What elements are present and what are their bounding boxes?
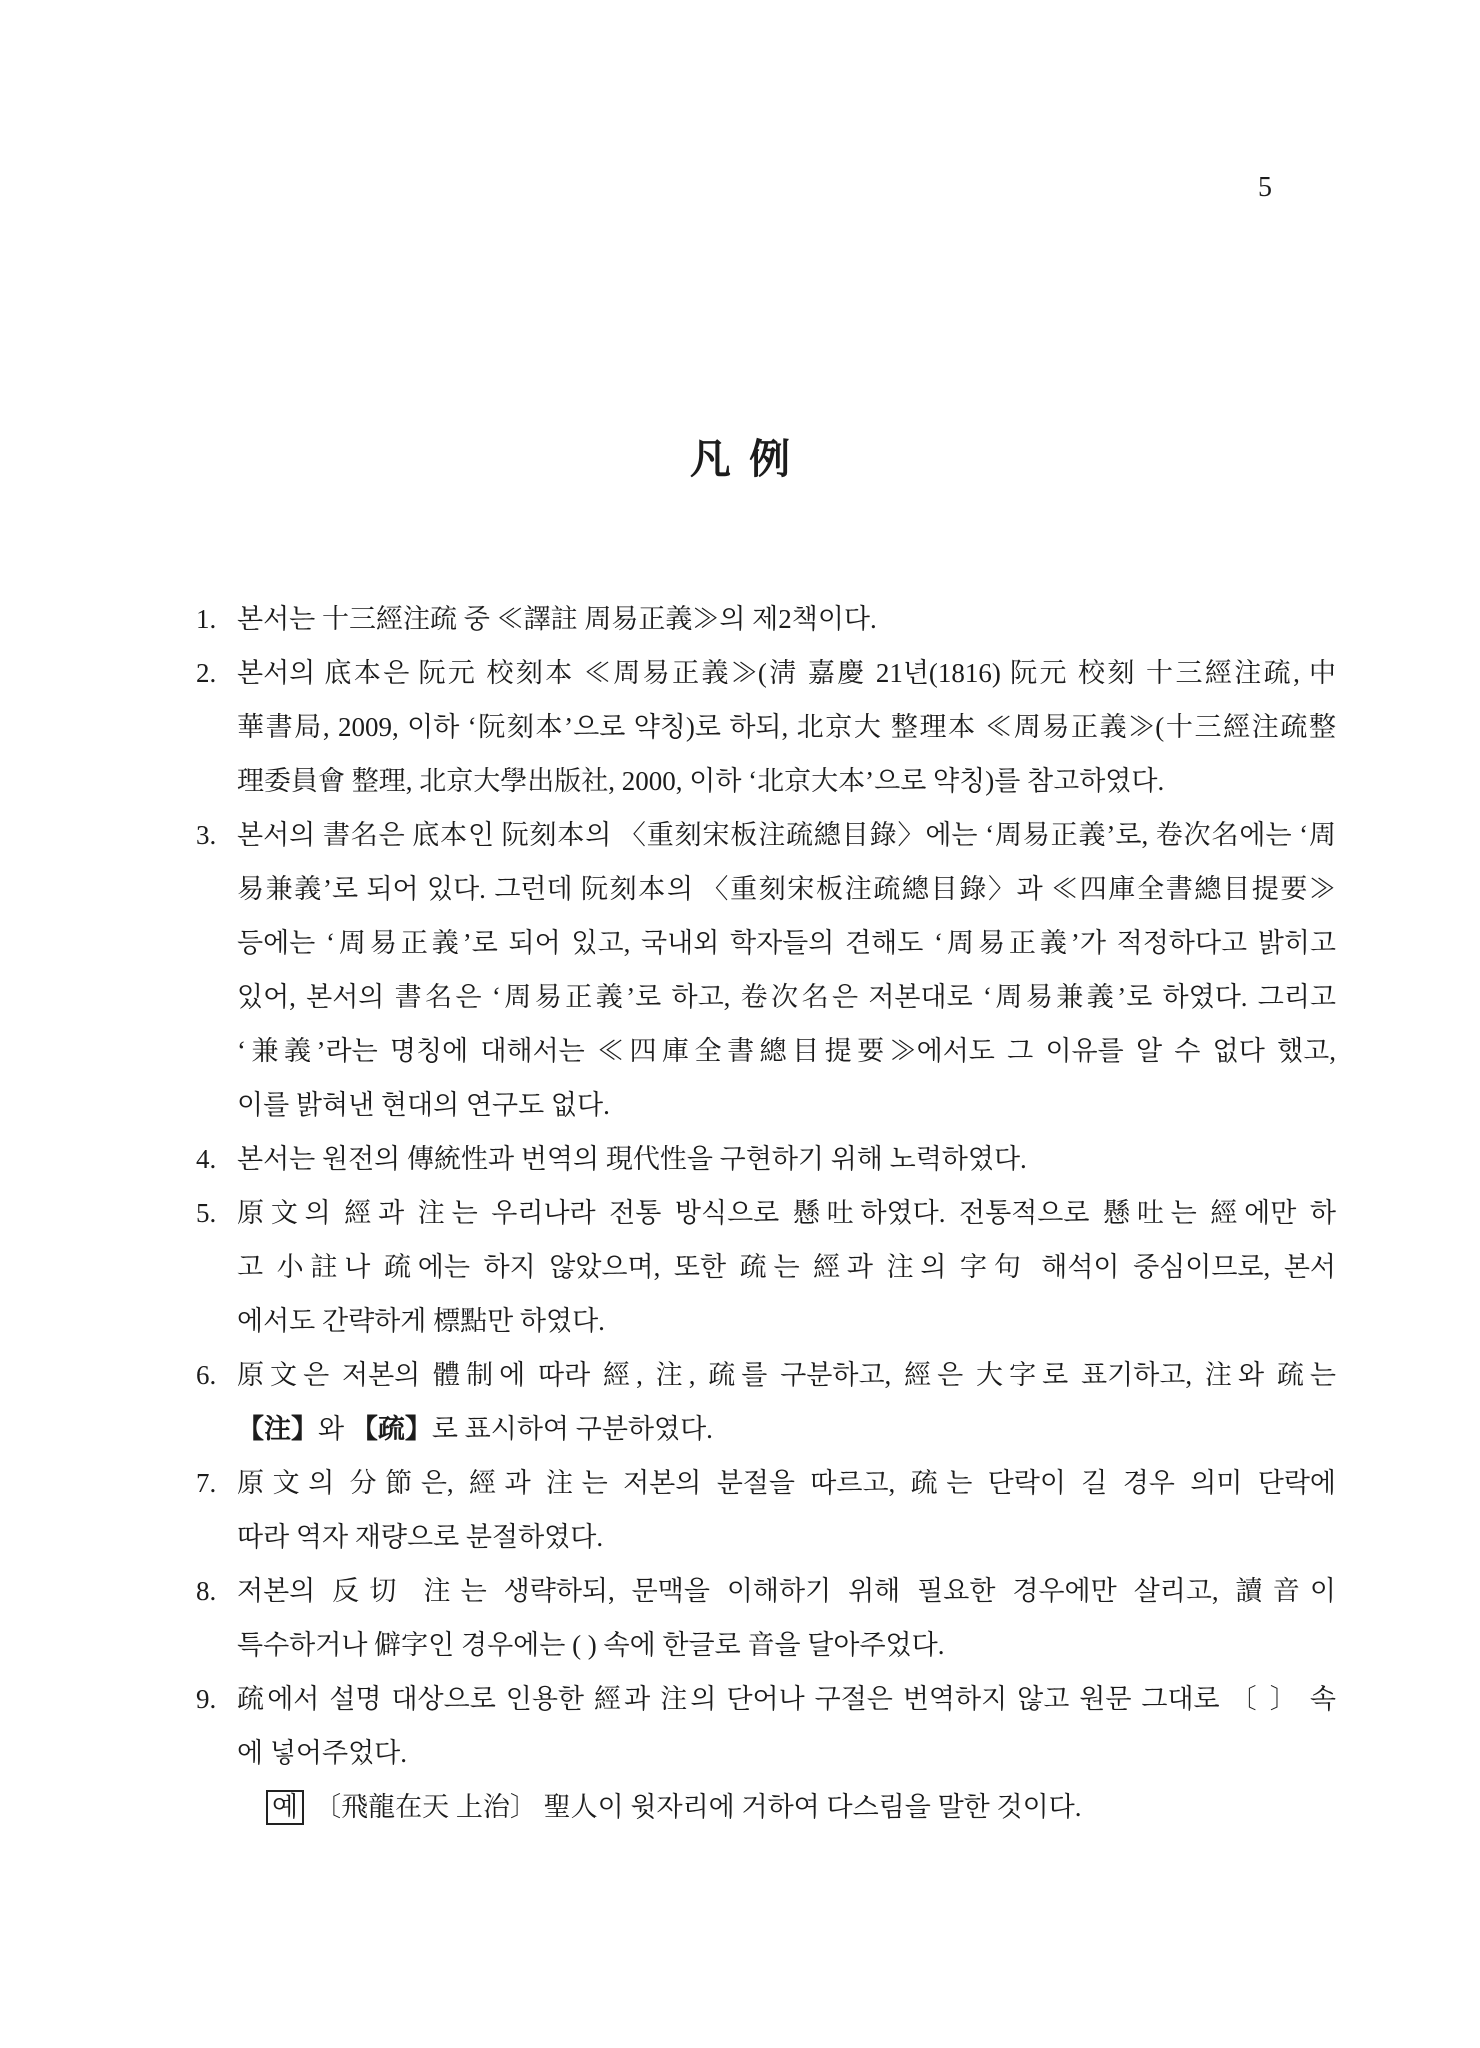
text-line: 原文은 저본의 體制에 따라 經, 注, 疏를 구분하고, 經은 大字로 표기하고, 注와 疏는 [237,1360,1336,1390]
note-marker: 【注】 [237,1414,318,1444]
list-item-6 [196,1348,1336,1456]
item-number: 4. [196,1144,217,1174]
list-item-5 [196,1186,1336,1348]
list-item-7 [196,1456,1336,1564]
item-number: 9. [196,1684,217,1714]
text-segment: 로 표시하여 구분하였다. [431,1414,713,1444]
text-line: 등에는 ‘周易正義’로 되어 있고, 국내외 학자들의 견해도 ‘周易正義’가 적정하다고 밝히고 [237,928,1336,958]
text-line: 疏에서 설명 대상으로 인용한 經과 注의 단어나 구절은 번역하지 않고 원문 그대로 〔 〕 속 [237,1684,1336,1714]
text-segment: 와 [318,1414,351,1444]
item-number: 3. [196,820,217,850]
page-title: 凡 例 [689,436,791,482]
item-number: 7. [196,1468,217,1498]
so-marker: 【疏】 [350,1414,432,1444]
text-line: 고 小註나 疏에는 하지 않았으며, 또한 疏는 經과 注의 字句 해석이 중심이므로, 본서 [237,1252,1336,1282]
text-line: 있어, 본서의 書名은 ‘周易正義’로 하고, 卷次名은 저본대로 ‘周易兼義’로 하였다. 그리고 [237,982,1336,1012]
text-line: 易兼義’로 되어 있다. 그런데 阮刻本의 〈重刻宋板注疏總目錄〉과 ≪四庫全書總目提要≫ [237,874,1336,904]
list-item-1 [196,592,1336,646]
text-line: 특수하거나 僻字인 경우에는 ( ) 속에 한글로 音을 달아주었다. [237,1630,945,1660]
item-number: 6. [196,1360,217,1390]
text-line: 따라 역자 재량으로 분절하였다. [237,1522,604,1552]
list-item-4 [196,1132,1336,1186]
text-line: 理委員會 整理, 北京大學出版社, 2000, 이하 ‘北京大本’으로 약칭)를 참고하였다. [237,766,1165,796]
text-line: 華書局, 2009, 이하 ‘阮刻本’으로 약칭)로 하되, 北京大 整理本 ≪周易正義≫(十三經注疏整 [237,712,1336,742]
list-item-2 [196,646,1336,808]
item-number: 5. [196,1198,217,1228]
text-line: 에 넣어주었다. [237,1738,407,1768]
text-line: ‘兼義’라는 명칭에 대해서는 ≪四庫全書總目提要≫에서도 그 이유를 알 수 없다 했고, [237,1036,1336,1066]
text-line: 본서는 十三經注疏 중 ≪譯註 周易正義≫의 제2책이다. [237,604,877,634]
text-line: 原文의 經과 注는 우리나라 전통 방식으로 懸吐하였다. 전통적으로 懸吐는 經에만 하 [237,1198,1336,1228]
item-number: 2. [196,658,217,688]
text-line: 原文의 分節은, 經과 注는 저본의 분절을 따르고, 疏는 단락이 길 경우 의미 단락에 [237,1468,1336,1498]
text-line: 저본의 反切 注는 생략하되, 문맥을 이해하기 위해 필요한 경우에만 살리고, 讀音이 [237,1576,1336,1606]
list-item-3 [196,808,1336,1132]
text-line [237,1402,1336,1456]
example-line [196,1780,1336,1834]
notes-list [196,592,1336,1834]
text-line: 본서는 원전의 傳統性과 번역의 現代性을 구현하기 위해 노력하였다. [237,1144,1027,1174]
example-badge: 예 [266,1790,304,1825]
item-number: 1. [196,604,217,634]
item-number: 8. [196,1576,217,1606]
list-item-9 [196,1672,1336,1780]
text-line: 본서의 底本은 阮元 校刻本 ≪周易正義≫(淸 嘉慶 21년(1816) 阮元 校刻 十三經注疏, 中 [237,658,1336,688]
list-item-8 [196,1564,1336,1672]
text-line: 본서의 書名은 底本인 阮刻本의 〈重刻宋板注疏總目錄〉에는 ‘周易正義’로, 卷次名에는 ‘周 [237,820,1336,850]
page-number: 5 [1258,172,1273,203]
text-line: 에서도 간략하게 標點만 하였다. [237,1306,605,1336]
text-line: 이를 밝혀낸 현대의 연구도 없다. [237,1090,610,1120]
example-text: 〔飛龍在天 上治〕 聖人이 윗자리에 거하여 다스림을 말한 것이다. [314,1792,1082,1822]
